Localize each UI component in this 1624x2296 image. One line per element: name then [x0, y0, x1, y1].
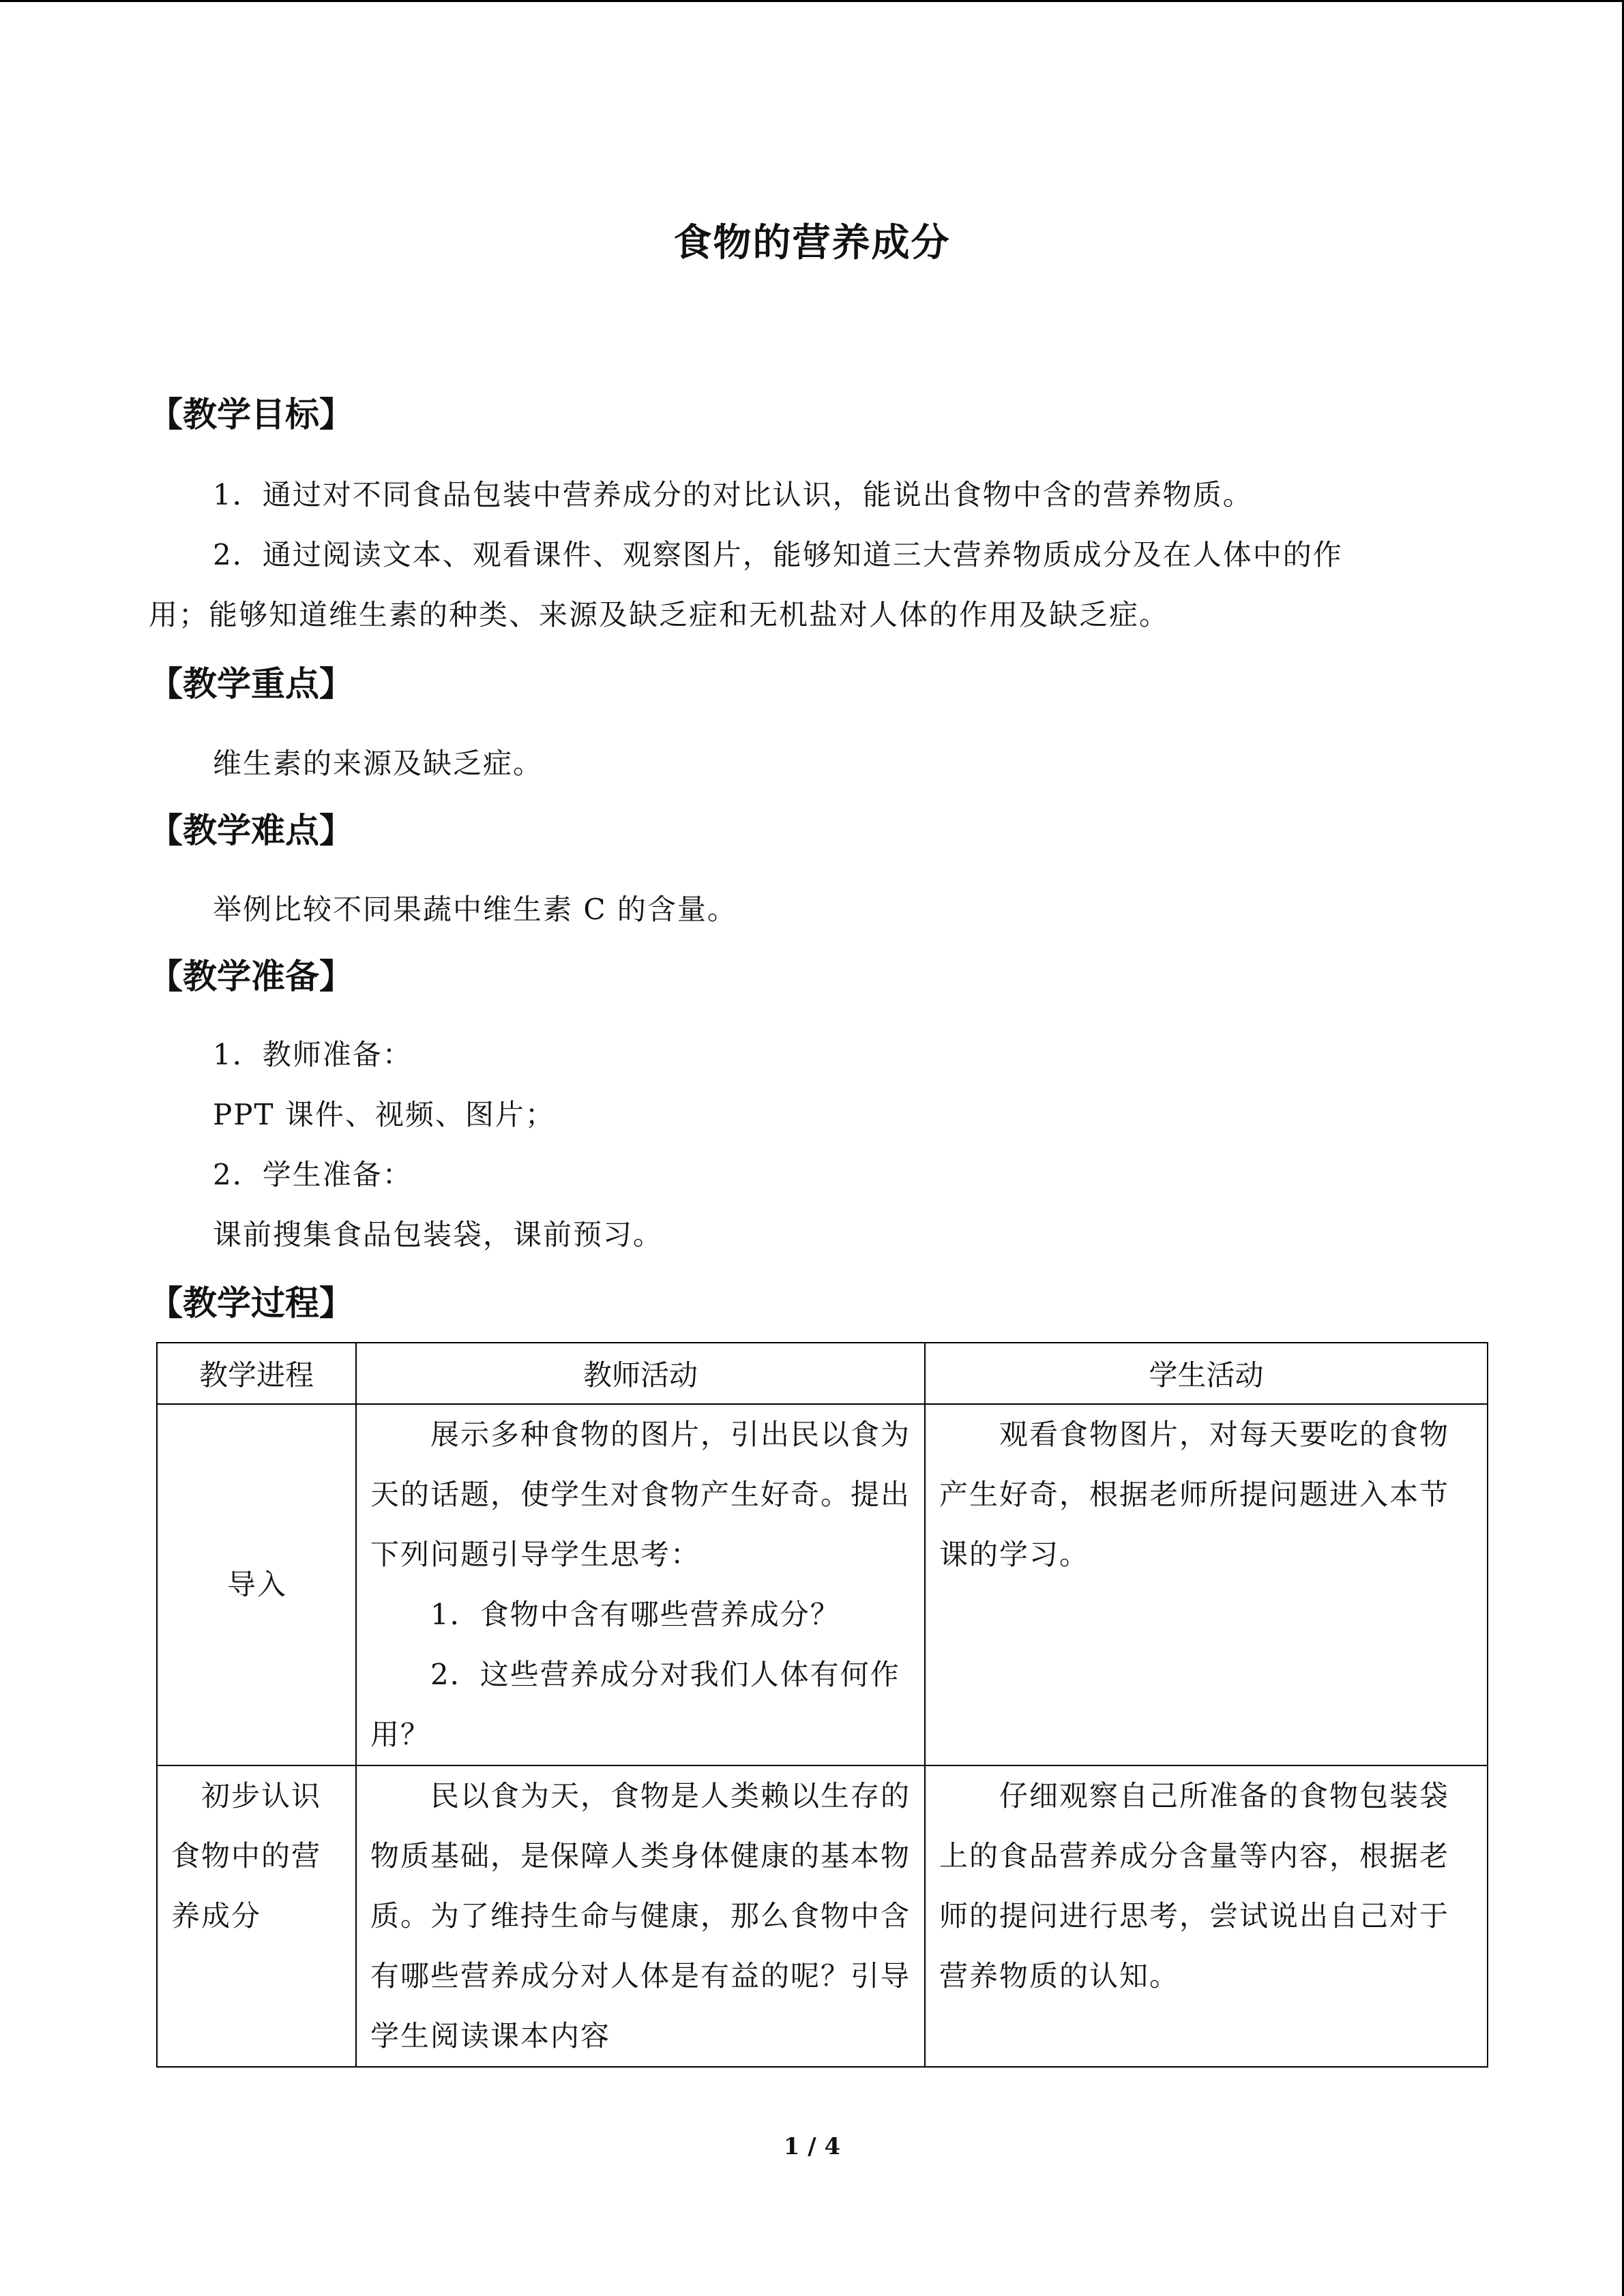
student-activity-text: 仔细观察自己所准备的食物包装袋上的食品营养成分含量等内容，根据老师的提问进行思考，尝试说出自己对于营养物质的认知。 [939, 1779, 1450, 1993]
teacher-activity-text: 民以食为天，食物是人类赖以生存的物质基础，是保障人类身体健康的基本物质。为了维持生命与健康，那么食物中含有哪些营养成分对人体是有益的呢？引导学生阅读课本内容 [370, 1779, 911, 2053]
teacher-question-1: 1．食物中含有哪些营养成分？ [430, 1598, 840, 1631]
student-preparation-label: 2．学生准备： [213, 1158, 413, 1191]
objective-item-2-line-1: 2．通过阅读文本、观看课件、观察图片，能够知道三大营养物质成分及在人体中的作 [213, 538, 1343, 571]
teacher-preparation-items: PPT 课件、视频、图片； [213, 1098, 555, 1131]
teacher-activity-cell [356, 1404, 925, 1765]
stage-label: 初步认识食物中的营养成分 [171, 1779, 322, 1933]
table-row [157, 1765, 1488, 2067]
teacher-question-2: 2．这些营养成分对我们人体有何作用？ [370, 1658, 900, 1751]
objective-item-2-line-2: 用；能够知道维生素的种类、来源及缺乏症和无机盐对人体的作用及缺乏症。 [149, 598, 1170, 631]
heading-objectives: 【教学目标】 [149, 394, 353, 434]
student-activity-text: 观看食物图片，对每天要吃的食物产生好奇，根据老师所提问题进入本节课的学习。 [939, 1418, 1450, 1571]
stage-label: 导入 [226, 1568, 287, 1601]
process-table [156, 1342, 1488, 2068]
teacher-activity-cell [356, 1765, 925, 2067]
key-points-text: 维生素的来源及缺乏症。 [213, 747, 544, 780]
heading-process: 【教学过程】 [149, 1283, 353, 1323]
table-header-row [157, 1343, 1488, 1404]
stage-cell [157, 1765, 356, 2067]
teacher-preparation-label: 1．教师准备： [213, 1038, 413, 1071]
header-stage: 教学进程 [157, 1343, 356, 1404]
student-activity-cell [925, 1765, 1488, 2067]
stage-cell [157, 1404, 356, 1765]
header-teacher-activity: 教师活动 [356, 1343, 925, 1404]
objective-item-1: 1．通过对不同食品包装中营养成分的对比认识，能说出食物中含的营养物质。 [213, 478, 1253, 511]
page-border-top [0, 0, 1624, 2]
page-number: 1 / 4 [783, 2133, 841, 2160]
student-preparation-items: 课前搜集食品包装袋，课前预习。 [213, 1218, 664, 1251]
teacher-activity-text: 展示多种食物的图片，引出民以食为天的话题，使学生对食物产生好奇。提出下列问题引导学生思考： [370, 1418, 911, 1571]
heading-preparation: 【教学准备】 [149, 956, 353, 996]
table-row [157, 1404, 1488, 1765]
heading-key-points: 【教学重点】 [149, 664, 353, 704]
heading-difficulties: 【教学难点】 [149, 810, 353, 850]
document-title: 食物的营养成分 [673, 220, 951, 265]
header-student-activity: 学生活动 [925, 1343, 1488, 1404]
difficulties-text: 举例比较不同果蔬中维生素 C 的含量。 [213, 893, 737, 926]
student-activity-cell [925, 1404, 1488, 1765]
